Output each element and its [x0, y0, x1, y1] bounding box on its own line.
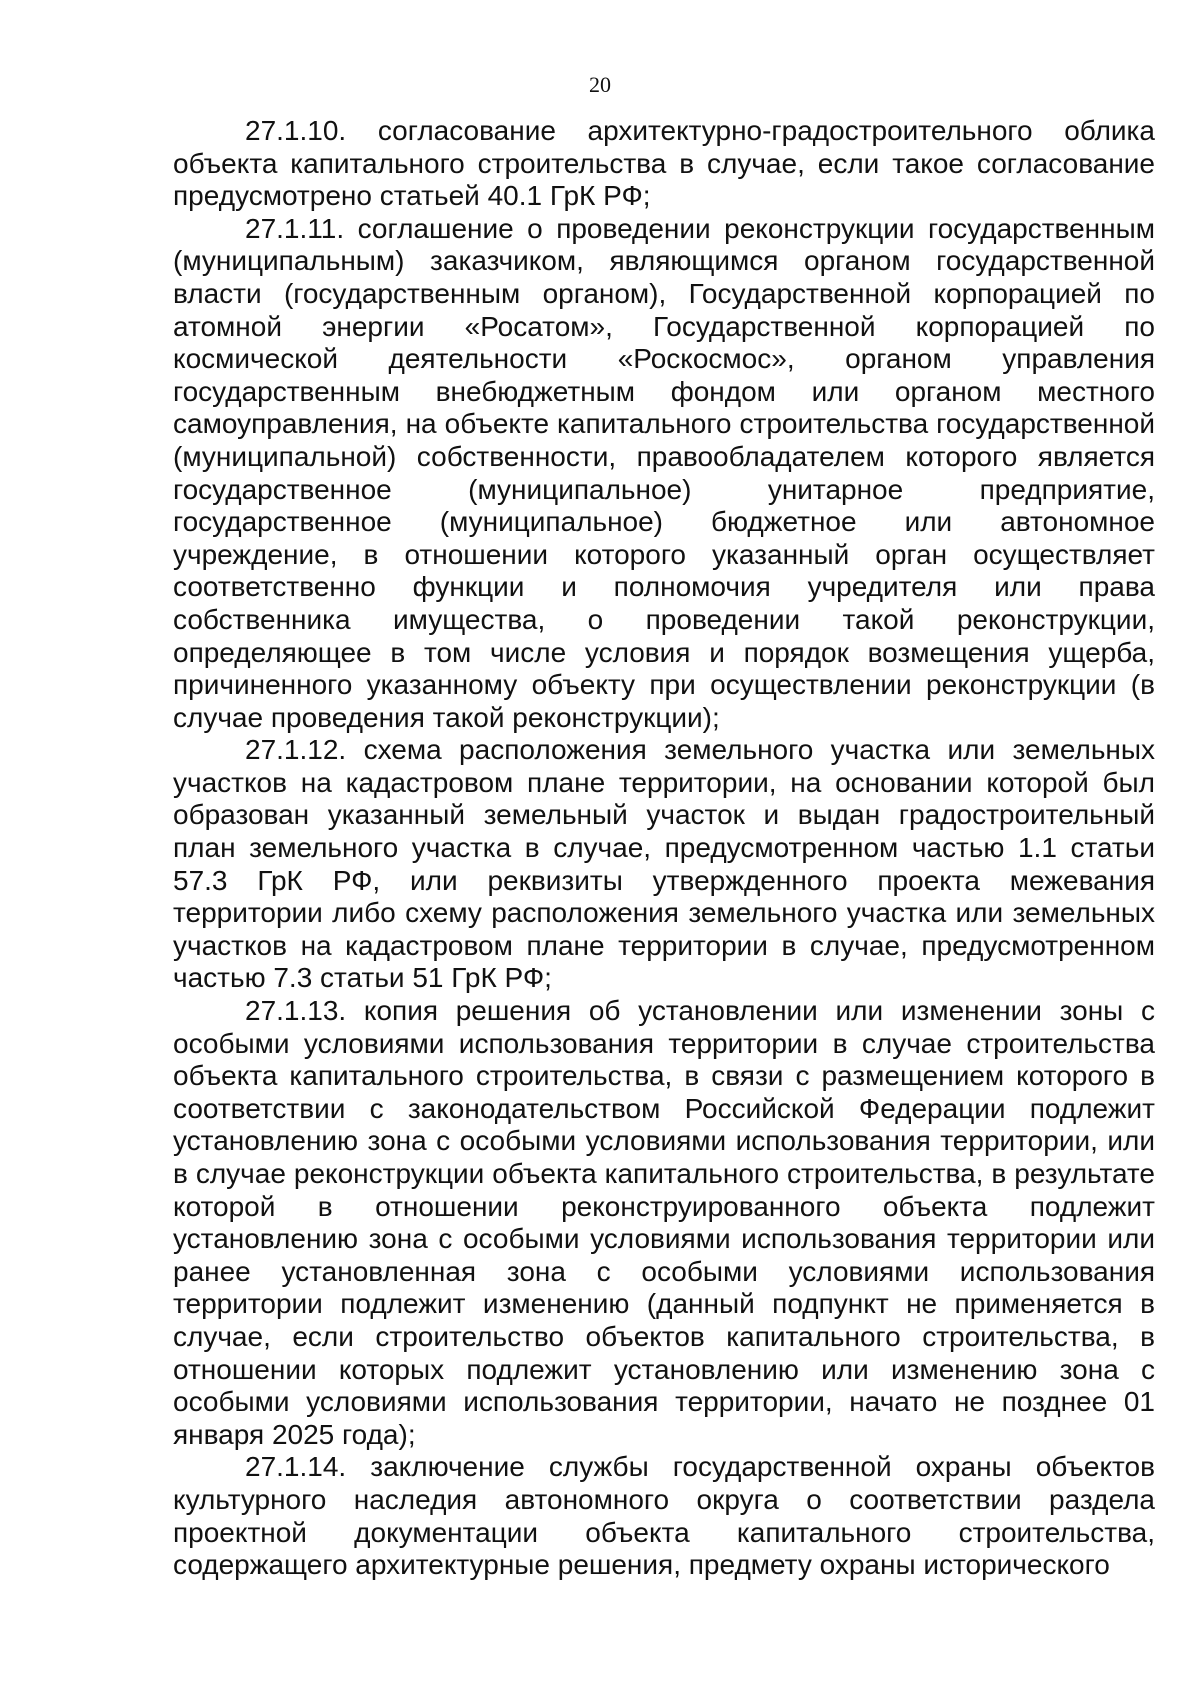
paragraph-27-1-12: 27.1.12. схема расположения земельного участка или земельных участков на кадастровом плане территории, на основании которой был образован указанный земельный участок и выдан градостроительный план земельного участка в случае, предусмотренном частью 1.1 статьи 57.3 ГрК РФ, или реквизиты утвержденного проекта межевания территории либо схему расположения земельного участка или земельных участков на кадастровом плане территории в случае, предусмотренном частью 7.3 статьи 51 ГрК РФ;: [173, 734, 1155, 994]
paragraph-27-1-13: 27.1.13. копия решения об установлении или изменении зоны с особыми условиями использования территории в случае строительства объекта капитального строительства, в связи с размещением которого в соответствии с законодательством Российской Федерации подлежит установлению зона с особыми условиями использования территории, или в случае реконструкции объекта капитального строительства, в результате которой в отношении реконструированного объекта подлежит установлению зона с особыми условиями использования территории или ранее установленная зона с особыми условиями использования территории подлежит изменению (данный подпункт не применяется в случае, если строительство объектов капитального строительства, в отношении которых подлежит установлению или изменению зона с особыми условиями использования территории, начато не позднее 01 января 2025 года);: [173, 995, 1155, 1450]
page-number: 20: [589, 72, 611, 97]
paragraph-27-1-11: 27.1.11. соглашение о проведении реконструкции государственным (муниципальным) заказчиком, являющимся органом государственной власти (государственным органом), Государственной корпорацией по атомной энергии «Росатом», Государственной корпорацией по космической деятельности «Роскосмос», органом управления государственным внебюджетным фондом или органом местного самоуправления, на объекте капитального строительства государственной (муниципальной) собственности, правообладателем которого является государственное (муниципальное) унитарное предприятие, государственное (муниципальное) бюджетное или автономное учреждение, в отношении которого указанный орган осуществляет соответственно функции и полномочия учредителя или права собственника имущества, о проведении такой реконструкции, определяющее в том числе условия и порядок возмещения ущерба, причиненного указанному объекту при осуществлении реконструкции (в случае проведения такой реконструкции);: [173, 212, 1155, 733]
paragraph-27-1-10: 27.1.10. согласование архитектурно-градостроительного облика объекта капитального строительства в случае, если такое согласование предусмотрено статьей 40.1 ГрК РФ;: [173, 115, 1155, 212]
document-body: [173, 115, 1155, 1582]
paragraph-27-1-14: 27.1.14. заключение службы государственной охраны объектов культурного наследия автономного округа о соответствии раздела проектной документации объекта капитального строительства, содержащего архитектурные решения, предмету охраны исторического: [173, 1451, 1155, 1581]
